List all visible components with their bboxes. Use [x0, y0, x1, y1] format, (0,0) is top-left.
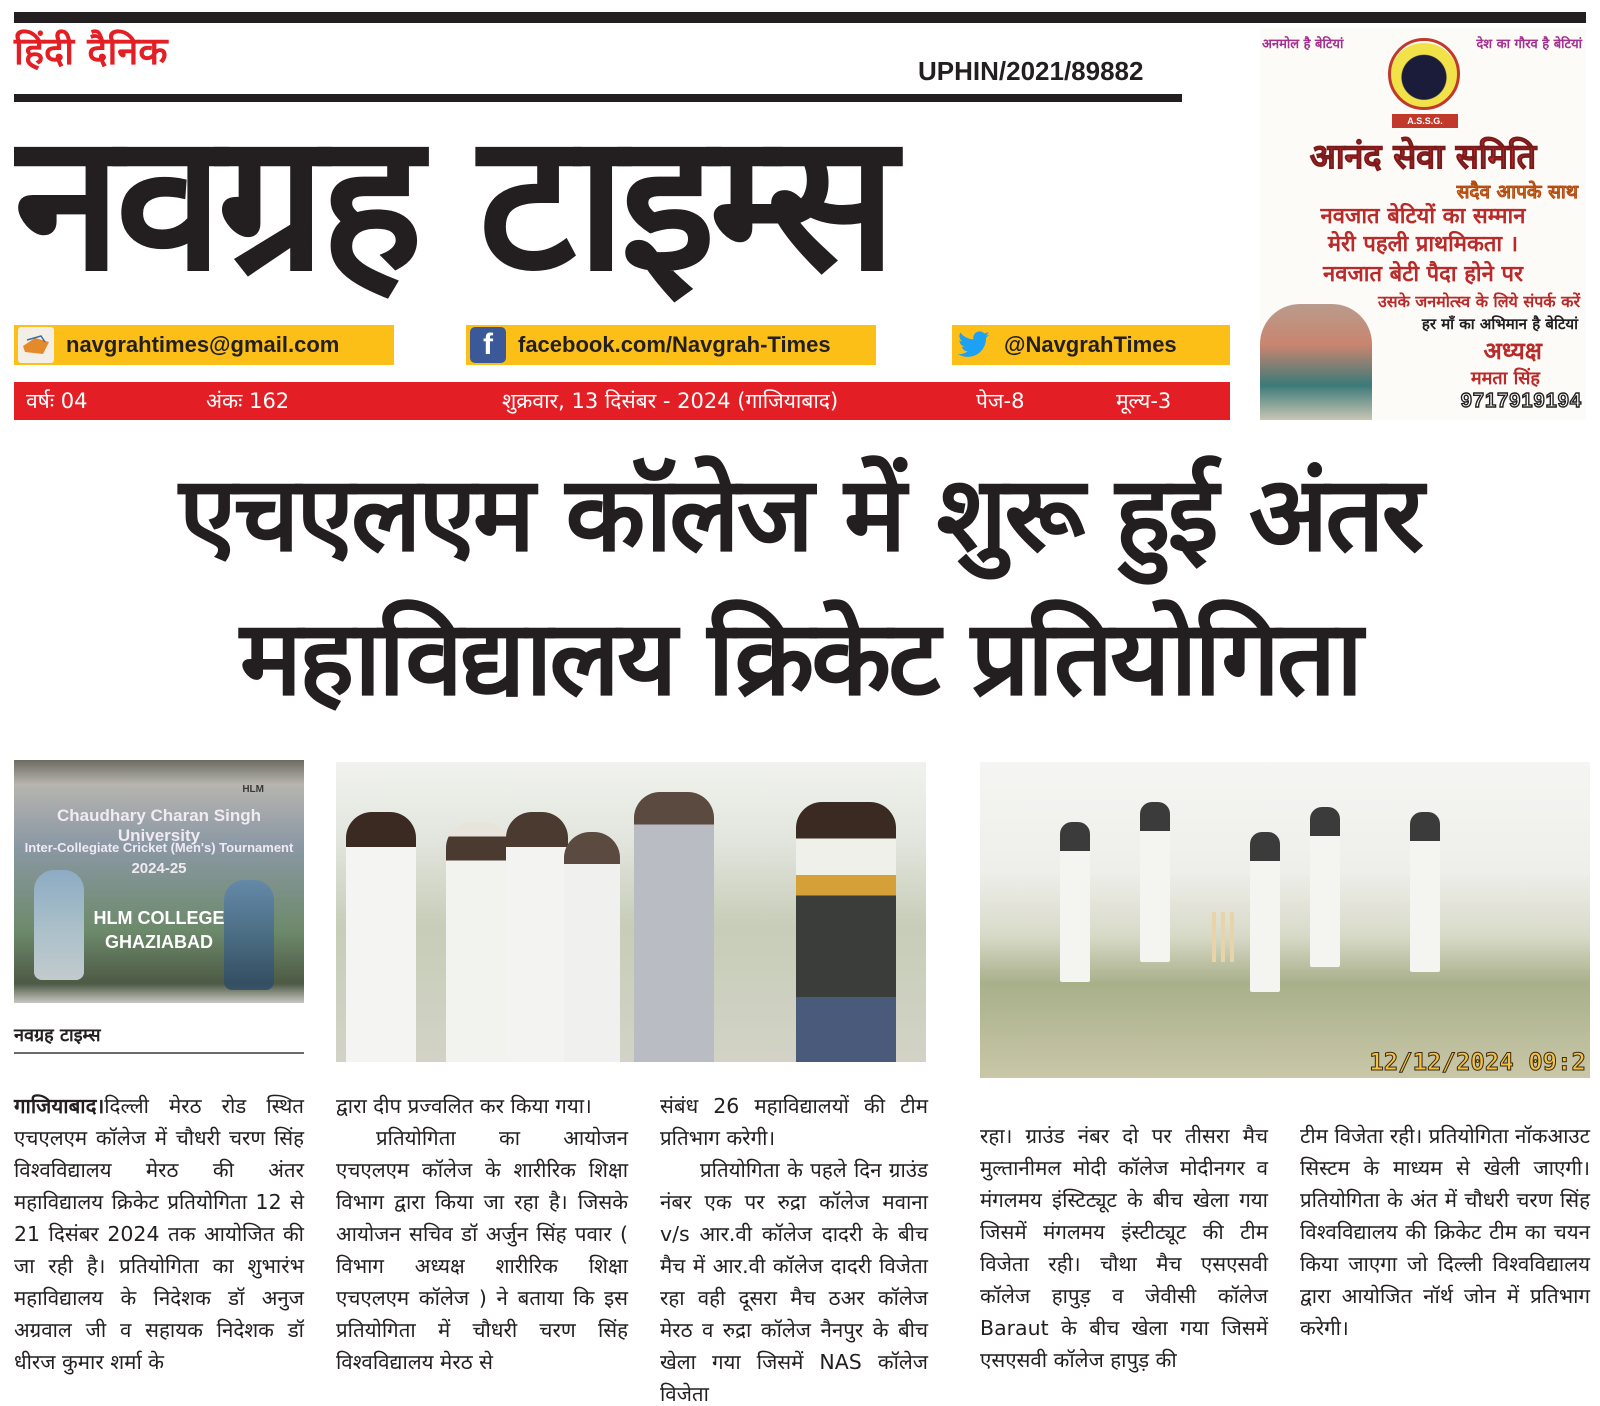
byline-rule — [14, 1052, 304, 1054]
mother-child-logo-icon — [1388, 38, 1460, 110]
twitter-handle[interactable]: @NavgrahTimes — [1004, 332, 1177, 357]
banner-season: 2024-25 — [131, 860, 187, 877]
ad-message-line1: नवजात बेटियों का सम्मान — [1320, 204, 1526, 229]
article-column-5 — [1300, 1120, 1590, 1344]
ad-slogan-right: देश का गौरव है बेटियां — [1476, 37, 1582, 52]
advertisement-anand-seva-samiti[interactable] — [1260, 28, 1586, 420]
issue-info-bar — [14, 382, 1230, 420]
article-column-2 — [336, 1090, 628, 1378]
twitter-icon — [956, 327, 992, 363]
article-column-3 — [660, 1090, 928, 1406]
paragraph: द्वारा दीप प्रज्वलित कर किया गया। — [336, 1094, 592, 1118]
player-figure — [1140, 802, 1170, 962]
ad-designation: अध्यक्ष — [1483, 337, 1542, 365]
article-column-1 — [14, 1090, 304, 1378]
registration-number: UPHIN/2021/89882 — [918, 56, 1144, 86]
tournament-banner-photo — [14, 760, 304, 1003]
ad-organization-name: आनंद सेवा समिति — [1309, 137, 1537, 177]
paragraph: संबंध 26 महाविद्यालयों की टीम प्रतिभाग करेगी। — [660, 1094, 928, 1150]
player-figure — [1250, 832, 1280, 992]
player-figure — [1410, 812, 1440, 972]
issue-date: शुक्रवार, 13 दिसंबर - 2024 (गाजियाबाद) — [502, 389, 839, 413]
page-number: पेज-8 — [976, 389, 1025, 413]
ad-person-name: ममता सिंह — [1470, 368, 1540, 389]
player-figure — [1060, 822, 1090, 982]
banner-city: GHAZIABAD — [105, 932, 213, 952]
player-figure — [506, 812, 568, 1062]
paragraph: टीम विजेता रही। प्रतियोगिता नॉकआउट सिस्टम के माध्यम से खेली जाएगी। प्रतियोगिता के अंत में चौधरी चरण सिंह विश्वविद्यालय की क्रिकेट टीम का चयन किया जाएगा जो दिल्ली विश्वविद्यालय द्वारा आयोजित नॉर्थ जोन में प्रतिभाग करेगी। — [1300, 1124, 1590, 1340]
player-figure — [346, 812, 416, 1062]
handshake-ceremony-photo — [336, 762, 926, 1062]
facebook-icon: f — [470, 327, 506, 363]
ad-slogan-left: अनमोल है बेटियां — [1262, 37, 1344, 52]
top-rule — [14, 12, 1586, 23]
cricket-match-photo — [980, 762, 1590, 1078]
paragraph: रहा। ग्राउंड नंबर दो पर तीसरा मैच मुल्तानीमल मोदी कॉलेज मोदीनगर व मंगलमय इंस्टिट्यूट के बीच खेला गया जिसमें मंगलमय इंस्टीट्यूट की टीम विजेता रही। चौथा मैच एसएसवी कॉलेज हापुड़ व जेवीसी कॉलेज Baraut के बीच खेला गया जिसमें एसएसवी कॉलेज हापुड़ की — [980, 1124, 1268, 1372]
volume-year: वर्षः 04 — [26, 389, 88, 413]
banner-tournament: Inter-Collegiate Cricket (Men's) Tournament — [24, 840, 294, 855]
newspaper-title: नवग्रह टाइम्स — [14, 98, 891, 308]
player-figure — [1310, 807, 1340, 967]
banner-university: Chaudhary Charan Singh University — [56, 806, 262, 845]
banner-college: HLM COLLEGE — [93, 908, 225, 928]
ad-portrait-photo — [1260, 304, 1372, 420]
price: मूल्य-3 — [1116, 389, 1172, 413]
ad-message-line2: मेरी पहली प्राथमिकता । — [1327, 232, 1519, 257]
stumps — [1212, 912, 1234, 962]
dateline: गाजियाबाद। — [14, 1094, 105, 1118]
ad-message-line3: नवजात बेटी पैदा होने पर — [1323, 262, 1523, 287]
guest-figure — [796, 802, 896, 1062]
ad-logo-badge: A.S.S.G. — [1392, 114, 1458, 128]
paragraph: प्रतियोगिता का आयोजन एचएलएम कॉलेज के शारीरिक शिक्षा विभाग द्वारा किया जा रहा है। जिसके आयोजन सचिव डॉ अर्जुन सिंह पवार ( विभाग अध्यक्ष शारीरिक शिक्षा एचएलएम कॉलेज ) ने बताया कि इस प्रतियोगिता में चौधरी चरण सिंह विश्वविद्यालय मेरठ से — [336, 1126, 628, 1374]
twitter-contact[interactable] — [952, 325, 1230, 365]
player-figure — [446, 822, 510, 1062]
ad-organization-tagline: सदैव आपके साथ — [1456, 181, 1578, 203]
ad-phone-number: 9717919194 — [1460, 390, 1582, 412]
paragraph: दिल्ली मेरठ रोड स्थित एचएलएम कॉलेज में चौधरी चरण सिंह विश्वविद्यालय मेरठ की अंतर महाविद्यालय क्रिकेट प्रतियोगिता 12 से 21 दिसंबर 2024 तक आयोजित की जा रही है। प्रतियोगिता का शुभारंभ महाविद्यालय के निदेशक डॉ अनुज अग्रवाल जी व सहायक निदेशक डॉ धीरज कुमार शर्मा के — [14, 1094, 304, 1374]
headline-line-1: एचएलएम कॉलेज में शुरू हुई अंतर — [178, 453, 1422, 575]
article-column-4 — [980, 1120, 1268, 1376]
paper-tagline: हिंदी दैनिक — [14, 29, 168, 73]
photo-timestamp: 12/12/2024 09:2 — [1369, 1048, 1586, 1076]
banner-sponsor: HLM — [242, 784, 264, 795]
facebook-url[interactable]: facebook.com/Navgrah-Times — [518, 332, 831, 357]
byline: नवग्रह टाइम्स — [14, 1025, 101, 1046]
email-address[interactable]: navgrahtimes@gmail.com — [66, 332, 340, 357]
facebook-contact[interactable] — [466, 325, 876, 365]
player-figure — [564, 832, 620, 1062]
official-figure — [634, 792, 714, 1062]
ad-message-line5: हर माँ का अभिमान है बेटियां — [1421, 315, 1578, 333]
headline-line-2: महाविद्यालय क्रिकेट प्रतियोगिता — [239, 597, 1361, 719]
paragraph: प्रतियोगिता के पहले दिन ग्राउंड नंबर एक पर रुद्रा कॉलेज मवाना v/s आर.वी कॉलेज दादरी के बीच मैच में आर.वी कॉलेज दादरी विजेता रहा वही दूसरा मैच ठअर कॉलेज मेरठ व रुद्रा कॉलेज नैनपुर के बीच खेला गया जिसमें NAS कॉलेज विजेता — [660, 1158, 928, 1406]
issue-number: अंकः 162 — [206, 389, 290, 413]
ad-message-line4: उसके जनमोत्स्व के लिये संपर्क करें — [1377, 292, 1580, 311]
email-contact[interactable] — [14, 325, 394, 365]
mail-icon — [18, 327, 54, 363]
